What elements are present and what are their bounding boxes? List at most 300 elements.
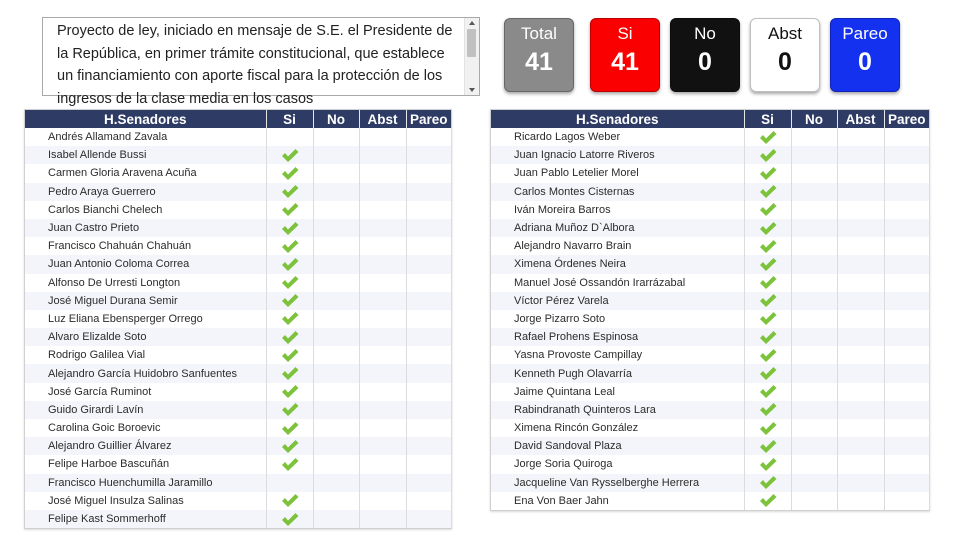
- table-row: [491, 292, 929, 310]
- vote-cell-si: [266, 346, 313, 364]
- vote-cell-abst: [359, 364, 406, 382]
- table-row: [25, 419, 451, 437]
- check-icon: [759, 493, 777, 508]
- table-row: [491, 274, 929, 292]
- senator-name: David Sandoval Plaza: [491, 437, 744, 455]
- vote-cell-pareo: [406, 310, 451, 328]
- senator-name: Francisco Chahuán Chahuán: [25, 237, 266, 255]
- table-row: [491, 183, 929, 201]
- vote-cell-pareo: [406, 219, 451, 237]
- senator-name: Iván Moreira Barros: [491, 201, 744, 219]
- vote-cell-si: [266, 492, 313, 510]
- vote-cell-abst: [359, 292, 406, 310]
- vote-cell-si: [744, 474, 791, 492]
- vote-cell-pareo: [884, 255, 929, 273]
- vote-cell-no: [791, 419, 837, 437]
- vote-cell-pareo: [406, 292, 451, 310]
- check-icon: [281, 366, 299, 381]
- vote-cell-abst: [359, 146, 406, 164]
- vote-cell-no: [313, 383, 359, 401]
- senator-name: Ena Von Baer Jahn: [491, 492, 744, 510]
- vote-cell-pareo: [884, 346, 929, 364]
- column-header-no: No: [313, 110, 359, 128]
- vote-cell-pareo: [884, 274, 929, 292]
- table-row: [491, 474, 929, 492]
- scroll-down-icon[interactable]: [469, 88, 475, 92]
- column-header-pareo: Pareo: [884, 110, 929, 128]
- senator-name: Kenneth Pugh Olavarría: [491, 364, 744, 382]
- vote-cell-pareo: [406, 419, 451, 437]
- vote-cell-no: [791, 274, 837, 292]
- bill-description-text: Proyecto de ley, iniciado en mensaje de S.E. el Presidente de la República, en primer trámite constitucional, que establece un financiamiento con aporte fiscal para la protección de los ingresos de la clase media en los casos: [57, 23, 453, 107]
- vote-cell-si: [266, 274, 313, 292]
- count-box-si: [590, 18, 660, 92]
- check-icon: [759, 402, 777, 417]
- senator-name: Juan Castro Prieto: [25, 219, 266, 237]
- senator-name: Jorge Pizarro Soto: [491, 310, 744, 328]
- vote-cell-abst: [837, 201, 884, 219]
- vote-cell-si: [744, 437, 791, 455]
- vote-cell-abst: [359, 510, 406, 528]
- vote-cell-si: [266, 201, 313, 219]
- table-row: [491, 201, 929, 219]
- check-icon: [281, 493, 299, 508]
- vote-cell-abst: [359, 383, 406, 401]
- check-icon: [281, 202, 299, 217]
- vote-cell-no: [791, 128, 837, 146]
- senator-name: Rabindranath Quinteros Lara: [491, 401, 744, 419]
- vote-cell-no: [313, 292, 359, 310]
- vote-cell-pareo: [406, 455, 451, 473]
- check-icon: [281, 148, 299, 163]
- table-row: [25, 219, 451, 237]
- count-value: 0: [858, 48, 872, 76]
- table-row: [25, 346, 451, 364]
- vote-cell-abst: [837, 219, 884, 237]
- count-label: Si: [617, 24, 633, 43]
- vote-cell-si: [744, 310, 791, 328]
- column-header-abst: Abst: [837, 110, 884, 128]
- senator-name: Yasna Provoste Campillay: [491, 346, 744, 364]
- check-icon: [759, 239, 777, 254]
- vote-cell-si: [266, 474, 313, 492]
- vote-cell-no: [313, 237, 359, 255]
- check-icon: [281, 239, 299, 254]
- table-row: [25, 146, 451, 164]
- vote-cell-abst: [837, 328, 884, 346]
- vote-cell-abst: [837, 401, 884, 419]
- count-value: 0: [698, 48, 712, 76]
- senator-name: Ximena Rincón González: [491, 419, 744, 437]
- senator-name: Andrés Allamand Zavala: [25, 128, 266, 146]
- vote-cell-abst: [359, 255, 406, 273]
- vote-cell-no: [313, 437, 359, 455]
- vote-cell-no: [313, 455, 359, 473]
- vote-cell-no: [791, 164, 837, 182]
- vote-cell-no: [791, 455, 837, 473]
- count-box-no: [670, 18, 740, 92]
- vote-cell-si: [744, 364, 791, 382]
- senator-name: Jacqueline Van Rysselberghe Herrera: [491, 474, 744, 492]
- vote-cell-pareo: [884, 437, 929, 455]
- vote-cell-si: [744, 219, 791, 237]
- vote-cell-pareo: [884, 419, 929, 437]
- vote-cell-abst: [359, 401, 406, 419]
- vote-cell-pareo: [884, 146, 929, 164]
- vote-cell-no: [313, 255, 359, 273]
- check-icon: [759, 311, 777, 326]
- senator-name: Adriana Muñoz D`Albora: [491, 219, 744, 237]
- check-icon: [281, 221, 299, 236]
- vote-cell-no: [313, 474, 359, 492]
- check-icon: [281, 512, 299, 527]
- vote-cell-pareo: [884, 364, 929, 382]
- vote-cell-pareo: [884, 474, 929, 492]
- vote-cell-abst: [359, 219, 406, 237]
- vote-cell-pareo: [884, 237, 929, 255]
- count-label: Pareo: [842, 24, 888, 43]
- count-value: 41: [525, 48, 553, 76]
- senator-name: Juan Pablo Letelier Morel: [491, 164, 744, 182]
- table-row: [491, 219, 929, 237]
- check-icon: [759, 330, 777, 345]
- senator-name: Alejandro Navarro Brain: [491, 237, 744, 255]
- vote-cell-pareo: [884, 219, 929, 237]
- vote-cell-si: [266, 419, 313, 437]
- vote-cell-abst: [837, 292, 884, 310]
- vote-cell-pareo: [406, 128, 451, 146]
- vote-cell-si: [744, 328, 791, 346]
- vote-cell-pareo: [406, 346, 451, 364]
- vote-cell-si: [744, 292, 791, 310]
- count-box-abst: [750, 18, 820, 92]
- check-icon: [281, 166, 299, 181]
- column-header-si: Si: [744, 110, 791, 128]
- vote-cell-pareo: [884, 401, 929, 419]
- senator-name: Ricardo Lagos Weber: [491, 128, 744, 146]
- vote-cell-pareo: [884, 455, 929, 473]
- vote-cell-no: [791, 146, 837, 164]
- vote-cell-no: [313, 274, 359, 292]
- table-row: [25, 364, 451, 382]
- vote-cell-abst: [837, 237, 884, 255]
- senator-name: Luz Eliana Ebensperger Orrego: [25, 310, 266, 328]
- senator-name: Felipe Kast Sommerhoff: [25, 510, 266, 528]
- senator-name: Jaime Quintana Leal: [491, 383, 744, 401]
- table-row: [25, 183, 451, 201]
- count-value: 0: [778, 48, 792, 76]
- senator-name: Alvaro Elizalde Soto: [25, 328, 266, 346]
- table-row: [25, 292, 451, 310]
- senator-name: Manuel José Ossandón Irarrázabal: [491, 274, 744, 292]
- check-icon: [759, 257, 777, 272]
- vote-cell-si: [266, 437, 313, 455]
- column-header-hsenadores: H.Senadores: [25, 110, 266, 128]
- check-icon: [759, 202, 777, 217]
- vote-cell-si: [744, 383, 791, 401]
- table-row: [25, 128, 451, 146]
- vote-cell-si: [266, 310, 313, 328]
- vote-cell-si: [266, 164, 313, 182]
- vote-cell-si: [744, 255, 791, 273]
- vote-cell-pareo: [406, 437, 451, 455]
- column-header-si: Si: [266, 110, 313, 128]
- senator-name: Alejandro Guillier Álvarez: [25, 437, 266, 455]
- vote-cell-abst: [359, 455, 406, 473]
- vote-cell-si: [744, 164, 791, 182]
- vote-cell-abst: [837, 346, 884, 364]
- vote-cell-abst: [837, 310, 884, 328]
- vote-cell-abst: [359, 201, 406, 219]
- vote-cell-si: [266, 401, 313, 419]
- table-row: [491, 401, 929, 419]
- vote-cell-si: [744, 237, 791, 255]
- check-icon: [281, 348, 299, 363]
- check-icon: [759, 184, 777, 199]
- senator-name: José Miguel Insulza Salinas: [25, 492, 266, 510]
- vote-cell-si: [744, 183, 791, 201]
- check-icon: [281, 257, 299, 272]
- check-icon: [759, 348, 777, 363]
- table-row: [491, 492, 929, 510]
- check-icon: [759, 221, 777, 236]
- table-row: [25, 474, 451, 492]
- vote-cell-si: [266, 364, 313, 382]
- check-icon: [281, 311, 299, 326]
- table-row: [25, 401, 451, 419]
- vote-cell-si: [744, 401, 791, 419]
- vote-cell-si: [266, 146, 313, 164]
- senator-name: Rodrigo Galilea Vial: [25, 346, 266, 364]
- check-icon: [759, 457, 777, 472]
- vote-cell-abst: [837, 437, 884, 455]
- senator-name: Ximena Órdenes Neira: [491, 255, 744, 273]
- vote-cell-si: [744, 346, 791, 364]
- vote-cell-pareo: [406, 474, 451, 492]
- senator-name: Jorge Soria Quiroga: [491, 455, 744, 473]
- table-row: [25, 437, 451, 455]
- vote-cell-si: [744, 274, 791, 292]
- check-icon: [281, 275, 299, 290]
- description-scrollbar[interactable]: [464, 18, 479, 95]
- senator-name: Juan Ignacio Latorre Riveros: [491, 146, 744, 164]
- vote-cell-abst: [359, 183, 406, 201]
- vote-cell-no: [791, 474, 837, 492]
- table-row: [25, 492, 451, 510]
- senator-name: Guido Girardi Lavín: [25, 401, 266, 419]
- check-icon: [281, 293, 299, 308]
- vote-cell-abst: [837, 492, 884, 510]
- table-row: [25, 164, 451, 182]
- table-row: [25, 510, 451, 528]
- senator-name: Alejandro García Huidobro Sanfuentes: [25, 364, 266, 382]
- table-row: [25, 310, 451, 328]
- vote-cell-no: [313, 164, 359, 182]
- vote-cell-pareo: [884, 201, 929, 219]
- check-icon: [281, 457, 299, 472]
- vote-cell-no: [791, 310, 837, 328]
- vote-cell-no: [313, 201, 359, 219]
- vote-cell-si: [266, 510, 313, 528]
- check-icon: [759, 293, 777, 308]
- check-icon: [281, 184, 299, 199]
- table-row: [491, 310, 929, 328]
- count-label: No: [694, 24, 716, 43]
- vote-cell-abst: [837, 128, 884, 146]
- vote-cell-no: [313, 310, 359, 328]
- vote-cell-no: [313, 510, 359, 528]
- vote-cell-pareo: [406, 201, 451, 219]
- vote-cell-no: [313, 346, 359, 364]
- table-row: [491, 164, 929, 182]
- vote-cell-pareo: [406, 328, 451, 346]
- column-header-hsenadores: H.Senadores: [491, 110, 744, 128]
- vote-cell-si: [266, 219, 313, 237]
- table-row: [491, 346, 929, 364]
- senator-name: Juan Antonio Coloma Correa: [25, 255, 266, 273]
- vote-cell-no: [791, 328, 837, 346]
- count-label: Total: [521, 24, 557, 43]
- scroll-thumb[interactable]: [467, 29, 476, 57]
- vote-cell-no: [313, 492, 359, 510]
- senator-name: Carlos Bianchi Chelech: [25, 201, 266, 219]
- check-icon: [759, 439, 777, 454]
- senator-name: Alfonso De Urresti Longton: [25, 274, 266, 292]
- vote-cell-no: [791, 219, 837, 237]
- vote-cell-pareo: [884, 328, 929, 346]
- vote-cell-abst: [359, 437, 406, 455]
- vote-cell-no: [791, 383, 837, 401]
- vote-cell-abst: [837, 364, 884, 382]
- vote-cell-no: [791, 492, 837, 510]
- senator-name: Carlos Montes Cisternas: [491, 183, 744, 201]
- vote-cell-no: [313, 219, 359, 237]
- table-row: [25, 237, 451, 255]
- vote-cell-si: [266, 255, 313, 273]
- senators-table-left: [24, 109, 452, 529]
- vote-cell-no: [313, 146, 359, 164]
- vote-cell-si: [266, 383, 313, 401]
- senator-name: José Miguel Durana Semir: [25, 292, 266, 310]
- table-row: [491, 328, 929, 346]
- table-row: [25, 201, 451, 219]
- senator-name: Carmen Gloria Aravena Acuña: [25, 164, 266, 182]
- vote-cell-pareo: [884, 492, 929, 510]
- column-header-abst: Abst: [359, 110, 406, 128]
- check-icon: [759, 366, 777, 381]
- senator-name: Felipe Harboe Bascuñán: [25, 455, 266, 473]
- vote-cell-no: [313, 328, 359, 346]
- vote-cell-abst: [837, 183, 884, 201]
- check-icon: [281, 421, 299, 436]
- vote-cell-abst: [359, 474, 406, 492]
- vote-cell-abst: [359, 237, 406, 255]
- scroll-up-icon[interactable]: [469, 21, 475, 25]
- vote-cell-si: [266, 328, 313, 346]
- vote-cell-abst: [837, 255, 884, 273]
- vote-cell-abst: [837, 474, 884, 492]
- vote-cell-si: [744, 146, 791, 164]
- table-row: [491, 364, 929, 382]
- check-icon: [759, 275, 777, 290]
- vote-cell-pareo: [406, 146, 451, 164]
- vote-cell-no: [791, 292, 837, 310]
- check-icon: [281, 330, 299, 345]
- table-row: [491, 128, 929, 146]
- table-row: [491, 255, 929, 273]
- senator-name: Isabel Allende Bussi: [25, 146, 266, 164]
- vote-cell-abst: [837, 455, 884, 473]
- vote-cell-abst: [359, 492, 406, 510]
- vote-cell-si: [266, 292, 313, 310]
- check-icon: [759, 421, 777, 436]
- table-row: [25, 328, 451, 346]
- vote-cell-abst: [837, 383, 884, 401]
- vote-cell-abst: [359, 274, 406, 292]
- senator-name: Francisco Huenchumilla Jaramillo: [25, 474, 266, 492]
- vote-cell-abst: [837, 164, 884, 182]
- vote-cell-no: [313, 401, 359, 419]
- senator-name: José García Ruminot: [25, 383, 266, 401]
- vote-cell-abst: [359, 164, 406, 182]
- vote-cell-pareo: [406, 237, 451, 255]
- check-icon: [759, 475, 777, 490]
- vote-cell-abst: [359, 419, 406, 437]
- vote-cell-pareo: [406, 383, 451, 401]
- table-row: [491, 383, 929, 401]
- vote-cell-abst: [359, 346, 406, 364]
- vote-cell-no: [791, 364, 837, 382]
- vote-cell-no: [791, 255, 837, 273]
- vote-cell-pareo: [406, 183, 451, 201]
- table-row: [25, 383, 451, 401]
- vote-cell-pareo: [406, 401, 451, 419]
- vote-cell-si: [744, 419, 791, 437]
- count-box-pareo: [830, 18, 900, 92]
- vote-cell-no: [791, 237, 837, 255]
- vote-cell-no: [791, 401, 837, 419]
- count-label: Abst: [767, 24, 803, 43]
- vote-cell-pareo: [884, 128, 929, 146]
- vote-cell-pareo: [884, 183, 929, 201]
- vote-cell-pareo: [884, 310, 929, 328]
- senator-name: Rafael Prohens Espinosa: [491, 328, 744, 346]
- table-row: [25, 455, 451, 473]
- vote-cell-no: [791, 346, 837, 364]
- vote-cell-si: [744, 492, 791, 510]
- vote-cell-pareo: [406, 510, 451, 528]
- table-row: [491, 455, 929, 473]
- vote-cell-abst: [359, 328, 406, 346]
- vote-cell-pareo: [406, 255, 451, 273]
- vote-cell-abst: [837, 419, 884, 437]
- check-icon: [759, 130, 777, 145]
- vote-cell-abst: [359, 310, 406, 328]
- check-icon: [281, 402, 299, 417]
- senator-name: Víctor Pérez Varela: [491, 292, 744, 310]
- senator-name: Pedro Araya Guerrero: [25, 183, 266, 201]
- vote-cell-no: [313, 419, 359, 437]
- check-icon: [281, 384, 299, 399]
- table-row: [491, 146, 929, 164]
- bill-description-box[interactable]: [42, 17, 480, 107]
- vote-cell-no: [313, 364, 359, 382]
- check-icon: [759, 148, 777, 163]
- vote-cell-no: [313, 183, 359, 201]
- vote-cell-pareo: [884, 383, 929, 401]
- column-header-no: No: [791, 110, 837, 128]
- vote-cell-no: [791, 437, 837, 455]
